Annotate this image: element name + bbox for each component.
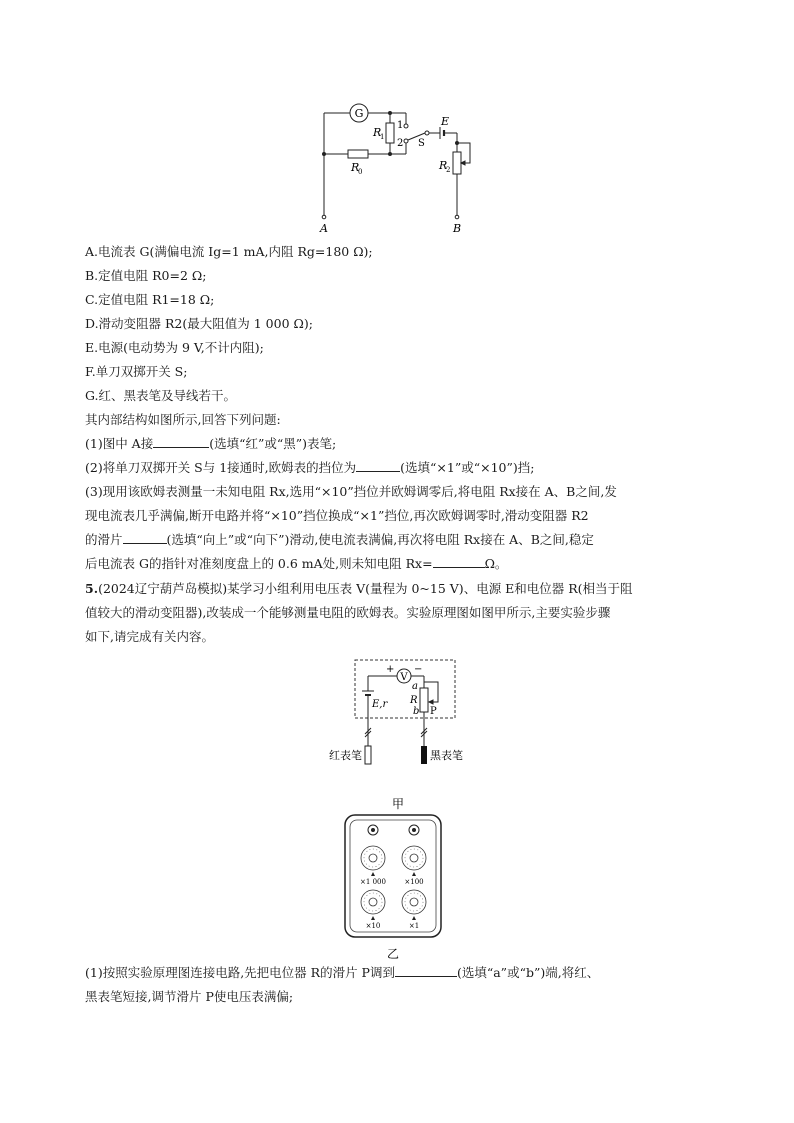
emf-label: E bbox=[441, 115, 450, 128]
question-5-1-line-1: (1)按照实验原理图连接电路,先把电位器 R的滑片 P调到 (选填“a”或“b”)端,将红、 bbox=[85, 965, 600, 980]
galvanometer-label: G bbox=[354, 107, 364, 120]
intro-text: 其内部结构如图所示,回答下列问题: bbox=[85, 412, 281, 427]
black-probe-label: 黑表笔 bbox=[430, 749, 463, 762]
knob-x10-label: ×10 bbox=[365, 922, 381, 930]
knob-x1-label: ×1 bbox=[408, 922, 420, 930]
r0-sub: 0 bbox=[358, 168, 363, 176]
voltmeter-minus: − bbox=[414, 664, 423, 675]
contact-2-label: 2 bbox=[397, 138, 404, 149]
answer-blank-2[interactable] bbox=[356, 459, 400, 472]
terminal-right-icon bbox=[409, 825, 419, 835]
voltmeter-plus: + bbox=[386, 664, 395, 675]
question-3-line-4: 后电流表 G的指针对准刻度盘上的 0.6 mA处,则未知电阻 Rx= Ω。 bbox=[85, 556, 508, 571]
terminal-b-label: B bbox=[453, 222, 462, 235]
r2-label: R bbox=[439, 159, 448, 172]
ohmmeter-circuit-diagram bbox=[300, 95, 510, 240]
item-d: D.滑动变阻器 R2(最大阻值为 1 000 Ω); bbox=[85, 316, 313, 331]
switch-label: S bbox=[418, 138, 425, 149]
item-b: B.定值电阻 R0=2 Ω; bbox=[85, 268, 207, 283]
item-e: E.电源(电动势为 9 V,不计内阻); bbox=[85, 340, 264, 355]
knob-x100-label: ×100 bbox=[404, 878, 424, 886]
answer-blank-1[interactable] bbox=[153, 435, 209, 448]
question-3-line-1: (3)现用该欧姆表测量一未知电阻 Rx,选用“×10”挡位并欧姆调零后,将电阻 Rx接在 A、B之间,发 bbox=[85, 484, 617, 499]
contact-1-label: 1 bbox=[397, 120, 404, 131]
answer-blank-3b[interactable] bbox=[433, 555, 485, 568]
r1-label: R bbox=[373, 126, 382, 139]
figure-yi-resistance-box bbox=[340, 812, 450, 962]
question-3-line-2: 现电流表几乎满偏,断开电路并将“×10”挡位换成“×1”挡位,再次欧姆调零时,滑动变阻器 R2 bbox=[85, 508, 589, 523]
r2-sub: 2 bbox=[446, 166, 451, 174]
problem-5-line-1: 5.(2024辽宁葫芦岛模拟)某学习小组利用电压表 V(量程为 0~15 V)、电源 E和电位器 R(相当于阻 bbox=[85, 581, 633, 596]
end-a-label: a bbox=[412, 681, 418, 692]
item-a: A.电流表 G(满偏电流 Ig=1 mA,内阻 Rg=180 Ω); bbox=[85, 244, 373, 259]
terminal-left-icon bbox=[368, 825, 378, 835]
figure-jia-caption: 甲 bbox=[391, 797, 405, 811]
question-5-1-line-2: 黑表笔短接,调节滑片 P使电压表满偏; bbox=[85, 989, 294, 1004]
source-label: E,r bbox=[372, 699, 388, 710]
r1-sub: 1 bbox=[380, 133, 385, 141]
question-1: (1)图中 A接 (选填“红”或“黑”)表笔; bbox=[85, 436, 337, 451]
slider-p-label: P bbox=[430, 706, 437, 717]
voltmeter-label: V bbox=[400, 672, 408, 683]
answer-blank-3a[interactable] bbox=[123, 531, 167, 544]
r0-label: R bbox=[351, 161, 360, 174]
question-3-line-3: 的滑片 (选填“向上”或“向下”)滑动,使电流表满偏,再次将电阻 Rx接在 A、B之间,稳定 bbox=[85, 532, 594, 547]
figure-yi-caption: 乙 bbox=[386, 947, 400, 961]
end-b-label: b bbox=[413, 706, 420, 717]
question-2: (2)将单刀双掷开关 S与 1接通时,欧姆表的挡位为 (选填“×1”或“×10”)挡; bbox=[85, 460, 535, 475]
knob-x1000-label: ×1 000 bbox=[360, 878, 386, 886]
red-probe-label: 红表笔 bbox=[329, 749, 362, 762]
potentiometer-label: R bbox=[410, 695, 418, 706]
answer-blank-5-1[interactable] bbox=[395, 964, 457, 977]
item-g: G.红、黑表笔及导线若干。 bbox=[85, 388, 237, 403]
problem-5-line-2: 值较大的滑动变阻器),改装成一个能够测量电阻的欧姆表。实验原理图如图甲所示,主要实验步骤 bbox=[85, 605, 611, 620]
terminal-a-label: A bbox=[320, 222, 328, 235]
problem-5-line-3: 如下,请完成有关内容。 bbox=[85, 629, 214, 644]
figure-jia-circuit bbox=[329, 652, 470, 812]
item-c: C.定值电阻 R1=18 Ω; bbox=[85, 292, 215, 307]
item-f: F.单刀双掷开关 S; bbox=[85, 364, 188, 379]
